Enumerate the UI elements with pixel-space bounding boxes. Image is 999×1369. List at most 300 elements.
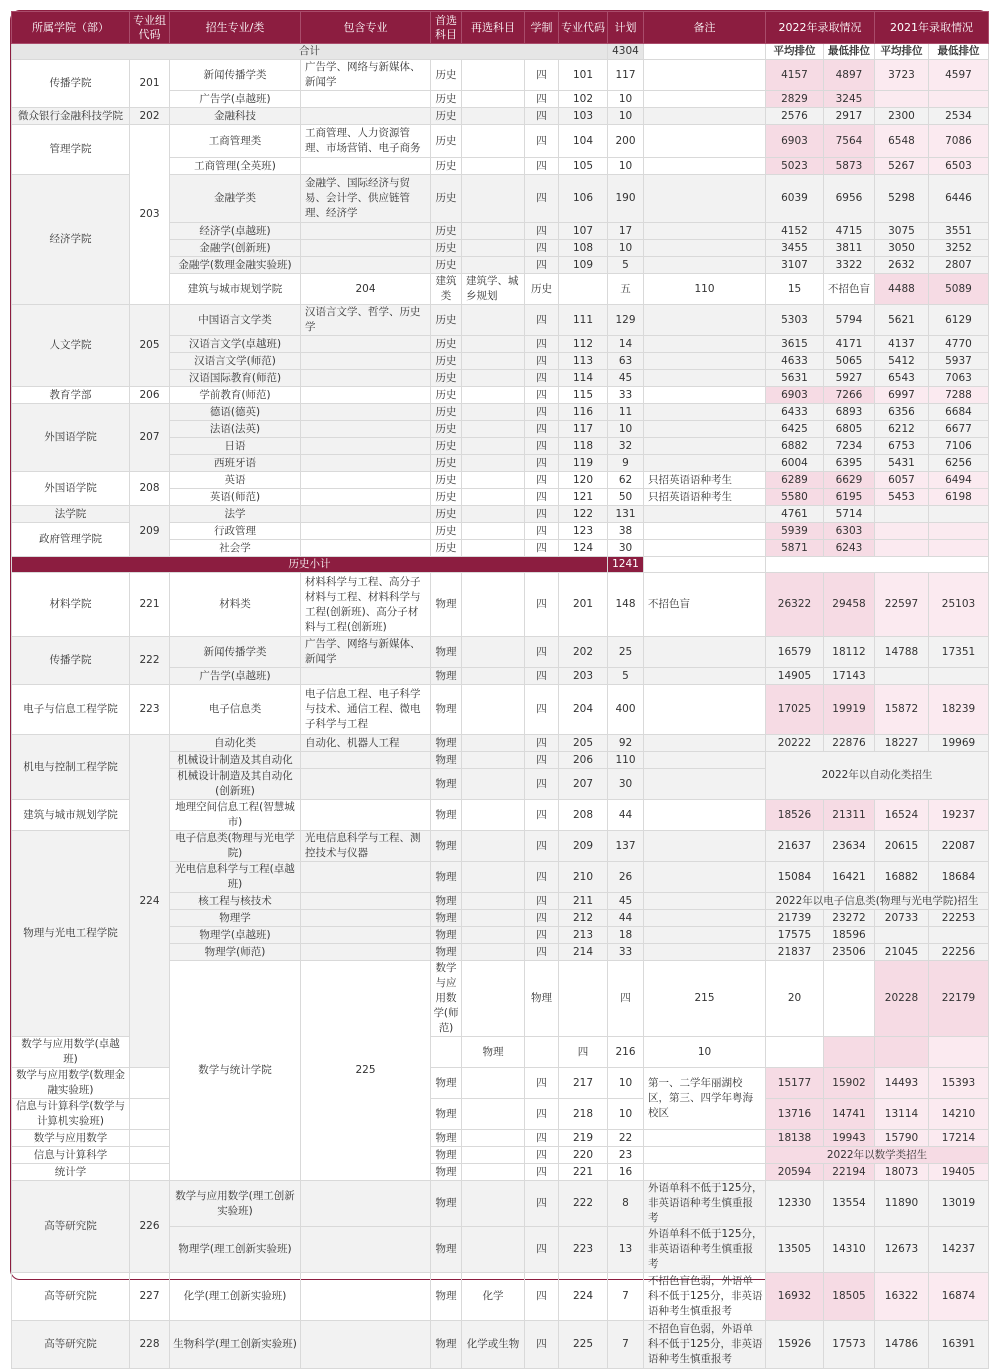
plan-count: 23 [608, 1147, 644, 1164]
included-majors [301, 223, 431, 240]
avg-rank-2022 [824, 1037, 875, 1068]
min-rank-2021: 14237 [929, 1227, 989, 1273]
included-majors [301, 370, 431, 387]
plan-count: 14 [608, 336, 644, 353]
included-majors [301, 421, 431, 438]
avg-rank-2022: 4761 [766, 506, 824, 523]
note [644, 438, 766, 455]
min-rank-2022: 6243 [824, 540, 875, 557]
avg-rank-2022: 13716 [766, 1099, 824, 1130]
plan-count: 11 [608, 404, 644, 421]
college-name: 数学与统计学院 [170, 961, 301, 1181]
second-subject [462, 800, 525, 831]
table-row [12, 472, 989, 489]
col-years: 学制 [525, 12, 559, 44]
min-rank-2022: 23634 [824, 831, 875, 862]
group-code: 228 [130, 1321, 170, 1369]
col-first-subject: 首选科目 [431, 12, 462, 44]
min-rank-2022: 2917 [824, 108, 875, 125]
admission-table [11, 11, 989, 1369]
major-code: 106 [559, 175, 608, 223]
major-code: 113 [559, 353, 608, 370]
min-rank-2021: 15393 [929, 1068, 989, 1099]
plan-count: 30 [608, 540, 644, 557]
plan-count: 10 [608, 158, 644, 175]
avg-rank-2022: 21837 [766, 944, 824, 961]
plan-count: 16 [608, 1164, 644, 1181]
min-rank-2022: 6805 [824, 421, 875, 438]
first-subject: 物理 [462, 1037, 525, 1068]
note [644, 506, 766, 523]
second-subject [462, 523, 525, 540]
major-name: 法语(法英) [170, 421, 301, 438]
min-rank-2022: 5714 [824, 506, 875, 523]
min-rank-2021: 4770 [929, 336, 989, 353]
avg-rank-2021 [875, 668, 929, 685]
first-subject: 历史 [431, 353, 462, 370]
major-name: 金融学(数理金融实验班) [170, 257, 301, 274]
first-subject: 物理 [431, 735, 462, 752]
included-majors [431, 1037, 462, 1068]
major-name: 新闻传播学类 [170, 60, 301, 91]
first-subject: 历史 [431, 60, 462, 91]
second-subject [559, 961, 608, 1037]
avg-rank-2021: 2300 [875, 108, 929, 125]
years: 四 [525, 438, 559, 455]
major-name: 社会学 [170, 540, 301, 557]
first-subject: 历史 [431, 305, 462, 336]
note [644, 800, 766, 831]
included-majors [301, 472, 431, 489]
included-majors [462, 961, 525, 1037]
min-rank-2021: 13019 [929, 1181, 989, 1227]
second-subject [462, 91, 525, 108]
history-subtotal-row [12, 557, 989, 573]
included-majors [301, 668, 431, 685]
major-code: 109 [559, 257, 608, 274]
included-majors [301, 769, 431, 800]
college-name: 教育学部 [12, 387, 130, 404]
note [644, 910, 766, 927]
major-name: 地理空间信息工程(智慧城市) [170, 800, 301, 831]
plan-count: 129 [608, 305, 644, 336]
first-subject: 物理 [431, 1147, 462, 1164]
header-avg-2021: 平均排位 [875, 44, 929, 60]
included-majors [301, 158, 431, 175]
min-rank-2022: 17573 [824, 1321, 875, 1369]
major-name: 数学与应用数学 [12, 1130, 130, 1147]
first-subject: 历史 [431, 387, 462, 404]
second-subject [462, 1181, 525, 1227]
major-name: 金融学(创新班) [170, 240, 301, 257]
col-major-code: 专业代码 [559, 12, 608, 44]
avg-rank-2022: 6425 [766, 421, 824, 438]
years: 四 [525, 862, 559, 893]
years: 四 [525, 1321, 559, 1369]
major-code: 120 [559, 472, 608, 489]
plan-count: 10 [608, 91, 644, 108]
years: 四 [525, 305, 559, 336]
first-subject: 物理 [431, 1273, 462, 1321]
plan-count: 13 [608, 1227, 644, 1273]
second-subject [462, 506, 525, 523]
avg-rank-2021: 15790 [875, 1130, 929, 1147]
min-rank-2022: 4897 [824, 60, 875, 91]
note [644, 404, 766, 421]
years: 四 [525, 927, 559, 944]
note [766, 1037, 824, 1068]
avg-rank-2021 [875, 506, 929, 523]
first-subject: 物理 [431, 573, 462, 637]
plan-count: 63 [608, 353, 644, 370]
note [644, 175, 766, 223]
avg-rank-2021: 2632 [875, 257, 929, 274]
first-subject: 物理 [431, 862, 462, 893]
included-majors [301, 404, 431, 421]
major-name: 英语 [170, 472, 301, 489]
second-subject [462, 927, 525, 944]
first-subject: 历史 [431, 489, 462, 506]
included-majors [301, 108, 431, 125]
min-rank-2022: 18505 [824, 1273, 875, 1321]
years: 四 [525, 506, 559, 523]
avg-rank-2021: 5621 [875, 305, 929, 336]
first-subject: 物理 [431, 1181, 462, 1227]
major-name: 数学与应用数学(师范) [431, 961, 462, 1037]
major-name: 材料类 [170, 573, 301, 637]
major-code: 121 [559, 489, 608, 506]
years: 四 [608, 961, 644, 1037]
major-name: 物理学 [170, 910, 301, 927]
included-majors: 汉语言文学、哲学、历史学 [301, 305, 431, 336]
first-subject: 物理 [431, 800, 462, 831]
first-subject: 历史 [431, 404, 462, 421]
first-subject: 物理 [431, 1321, 462, 1369]
years: 四 [525, 831, 559, 862]
included-majors [301, 489, 431, 506]
avg-rank-2022: 15084 [766, 862, 824, 893]
second-subject [462, 735, 525, 752]
min-rank-2021: 19405 [929, 1164, 989, 1181]
avg-rank-2022: 14905 [766, 668, 824, 685]
group-code: 224 [130, 735, 170, 1068]
years: 四 [525, 1147, 559, 1164]
second-subject [462, 1164, 525, 1181]
plan-count: 44 [608, 800, 644, 831]
included-majors [301, 1321, 431, 1369]
included-majors [301, 862, 431, 893]
min-rank-2021: 6129 [929, 305, 989, 336]
plan-count: 15 [766, 274, 824, 305]
major-name: 英语(师范) [170, 489, 301, 506]
plan-count: 33 [608, 944, 644, 961]
years: 四 [525, 353, 559, 370]
first-subject: 物理 [431, 1099, 462, 1130]
avg-rank-2022: 5871 [766, 540, 824, 557]
second-subject [462, 1227, 525, 1273]
col-2022: 2022年录取情况 [766, 12, 875, 44]
plan-count: 20 [766, 961, 824, 1037]
avg-rank-2021: 4137 [875, 336, 929, 353]
major-code: 216 [608, 1037, 644, 1068]
avg-rank-2022: 16932 [766, 1273, 824, 1321]
plan-count: 44 [608, 910, 644, 927]
second-subject: 化学或生物 [462, 1321, 525, 1369]
avg-rank-2022: 6903 [766, 387, 824, 404]
major-name: 西班牙语 [170, 455, 301, 472]
plan-count: 137 [608, 831, 644, 862]
included-majors [301, 944, 431, 961]
group-code: 209 [130, 506, 170, 557]
major-name: 统计学 [12, 1164, 130, 1181]
included-majors [301, 1273, 431, 1321]
note [644, 421, 766, 438]
col-includes: 包含专业 [301, 12, 431, 44]
first-subject: 历史 [431, 108, 462, 125]
avg-rank-2021: 14786 [875, 1321, 929, 1369]
avg-rank-2021: 16322 [875, 1273, 929, 1321]
min-rank-2021 [929, 668, 989, 685]
table-row [12, 573, 989, 637]
plan-count: 9 [608, 455, 644, 472]
avg-rank-2021: 16524 [875, 800, 929, 831]
years: 四 [525, 472, 559, 489]
second-subject [462, 862, 525, 893]
min-rank-2021: 6256 [929, 455, 989, 472]
first-subject: 历史 [431, 257, 462, 274]
note [824, 961, 875, 1037]
included-majors: 建筑学、城乡规划 [462, 274, 525, 305]
min-rank-2021: 18684 [929, 862, 989, 893]
second-subject [462, 353, 525, 370]
included-majors [301, 1181, 431, 1227]
min-rank-2022: 6956 [824, 175, 875, 223]
group-code: 204 [301, 274, 431, 305]
min-rank-2021: 16874 [929, 1273, 989, 1321]
college-name: 高等研究院 [12, 1273, 130, 1321]
plan-count: 10 [608, 1099, 644, 1130]
major-code: 218 [559, 1099, 608, 1130]
group-code: 205 [130, 305, 170, 387]
note [644, 1164, 766, 1181]
years: 四 [525, 735, 559, 752]
avg-rank-2021: 6212 [875, 421, 929, 438]
avg-rank-2022: 5023 [766, 158, 824, 175]
years: 四 [525, 108, 559, 125]
major-name: 光电信息科学与工程(卓越班) [170, 862, 301, 893]
avg-rank-2021: 6548 [875, 125, 929, 158]
second-subject [462, 893, 525, 910]
years: 四 [525, 421, 559, 438]
min-rank-2021: 6198 [929, 489, 989, 506]
included-majors [130, 1068, 170, 1099]
years: 四 [525, 1273, 559, 1321]
college-name: 经济学院 [12, 175, 130, 305]
note [644, 125, 766, 158]
second-subject [462, 472, 525, 489]
years: 四 [525, 893, 559, 910]
major-code: 101 [559, 60, 608, 91]
min-rank-2021: 7288 [929, 387, 989, 404]
years: 四 [525, 668, 559, 685]
included-majors [301, 438, 431, 455]
min-rank-2022: 29458 [824, 573, 875, 637]
min-rank-2021: 7106 [929, 438, 989, 455]
major-name: 汉语言文学(师范) [170, 353, 301, 370]
major-name: 物理学(师范) [170, 944, 301, 961]
note [644, 1147, 766, 1164]
min-rank-2021: 17214 [929, 1130, 989, 1147]
first-subject: 物理 [431, 769, 462, 800]
min-rank-2021: 18239 [929, 685, 989, 735]
major-name: 信息与计算科学 [12, 1147, 130, 1164]
col-second-subject: 再选科目 [462, 12, 525, 44]
avg-rank-2022: 3107 [766, 257, 824, 274]
included-majors: 广告学、网络与新媒体、新闻学 [301, 60, 431, 91]
min-rank-2022: 4715 [824, 223, 875, 240]
avg-rank-2022: 20594 [766, 1164, 824, 1181]
years: 四 [525, 637, 559, 668]
second-subject [462, 240, 525, 257]
merged-note: 2022年以自动化类招生 [766, 752, 989, 800]
major-code: 119 [559, 455, 608, 472]
table-row [12, 108, 989, 125]
years: 四 [525, 455, 559, 472]
min-rank-2022: 6195 [824, 489, 875, 506]
first-subject: 历史 [431, 455, 462, 472]
plan-count: 400 [608, 685, 644, 735]
second-subject: 化学 [462, 1273, 525, 1321]
group-code: 222 [130, 637, 170, 685]
merged-note: 2022年以电子信息类(物理与光电学院)招生 [766, 893, 989, 910]
avg-rank-2022: 26322 [766, 573, 824, 637]
note [644, 685, 766, 735]
min-rank-2021: 16391 [929, 1321, 989, 1369]
note [644, 455, 766, 472]
major-code: 209 [559, 831, 608, 862]
note: 不招色盲 [824, 274, 875, 305]
min-rank-2021: 19237 [929, 800, 989, 831]
plan-count: 62 [608, 472, 644, 489]
major-code: 214 [559, 944, 608, 961]
major-code: 212 [559, 910, 608, 927]
first-subject: 历史 [431, 125, 462, 158]
first-subject: 物理 [431, 927, 462, 944]
note [644, 944, 766, 961]
second-subject [462, 573, 525, 637]
major-name: 德语(德英) [170, 404, 301, 421]
note [644, 158, 766, 175]
avg-rank-2021: 6997 [875, 387, 929, 404]
major-code: 203 [559, 668, 608, 685]
included-majors: 光电信息科学与工程、测控技术与仪器 [301, 831, 431, 862]
min-rank-2021: 6503 [929, 158, 989, 175]
avg-rank-2021: 20615 [875, 831, 929, 862]
plan-count: 10 [608, 108, 644, 125]
table-row [12, 506, 989, 523]
note [644, 223, 766, 240]
major-code: 205 [559, 735, 608, 752]
avg-rank-2021 [875, 523, 929, 540]
min-rank-2022: 5927 [824, 370, 875, 387]
plan-count: 8 [608, 1181, 644, 1227]
avg-rank-2022: 21739 [766, 910, 824, 927]
group-code: 206 [130, 387, 170, 404]
first-subject: 物理 [431, 668, 462, 685]
plan-count: 10 [608, 421, 644, 438]
min-rank-2022: 23506 [824, 944, 875, 961]
years: 四 [525, 685, 559, 735]
major-code: 210 [559, 862, 608, 893]
years: 四 [525, 944, 559, 961]
major-code: 217 [559, 1068, 608, 1099]
note [644, 752, 766, 769]
avg-rank-2022: 20228 [875, 961, 929, 1037]
major-name: 机械设计制造及其自动化 [170, 752, 301, 769]
second-subject [462, 125, 525, 158]
min-rank-2021: 2534 [929, 108, 989, 125]
note [644, 60, 766, 91]
major-code: 107 [559, 223, 608, 240]
avg-rank-2022: 6289 [766, 472, 824, 489]
second-subject [462, 223, 525, 240]
min-rank-2021: 2807 [929, 257, 989, 274]
years: 四 [559, 1037, 608, 1068]
avg-rank-2022: 2829 [766, 91, 824, 108]
avg-rank-2022: 12330 [766, 1181, 824, 1227]
first-subject: 历史 [431, 438, 462, 455]
avg-rank-2022: 6039 [766, 175, 824, 223]
avg-rank-2022: 6004 [766, 455, 824, 472]
years: 四 [525, 336, 559, 353]
avg-rank-2022: 4152 [766, 223, 824, 240]
college-name: 物理与光电工程学院 [12, 831, 130, 1037]
min-rank-2021: 17351 [929, 637, 989, 668]
college-name: 建筑与城市规划学院 [170, 274, 301, 305]
avg-rank-2022: 5303 [766, 305, 824, 336]
major-code: 124 [559, 540, 608, 557]
min-rank-2022: 23272 [824, 910, 875, 927]
major-name: 自动化类 [170, 735, 301, 752]
first-subject: 物理 [431, 637, 462, 668]
plan-count: 5 [608, 257, 644, 274]
min-rank-2021: 3551 [929, 223, 989, 240]
plan-count: 33 [608, 387, 644, 404]
note [644, 240, 766, 257]
major-name: 数学与应用数学(卓越班) [12, 1037, 130, 1068]
note: 外语单科不低于125分，非英语语种考生慎重报考 [644, 1227, 766, 1273]
included-majors [130, 1147, 170, 1164]
years: 四 [525, 769, 559, 800]
second-subject [462, 60, 525, 91]
plan-count: 10 [608, 1068, 644, 1099]
min-rank-2021: 22087 [929, 831, 989, 862]
admission-table-frame [10, 10, 989, 1365]
total-plan: 4304 [608, 44, 644, 60]
college-name: 外国语学院 [12, 404, 130, 472]
note [644, 91, 766, 108]
plan-count: 148 [608, 573, 644, 637]
table-row [12, 305, 989, 336]
note [644, 831, 766, 862]
major-code: 111 [559, 305, 608, 336]
college-name: 人文学院 [12, 305, 130, 387]
min-rank-2022: 5873 [824, 158, 875, 175]
second-subject [462, 336, 525, 353]
avg-rank-2021: 13114 [875, 1099, 929, 1130]
included-majors [301, 523, 431, 540]
plan-count: 10 [608, 240, 644, 257]
